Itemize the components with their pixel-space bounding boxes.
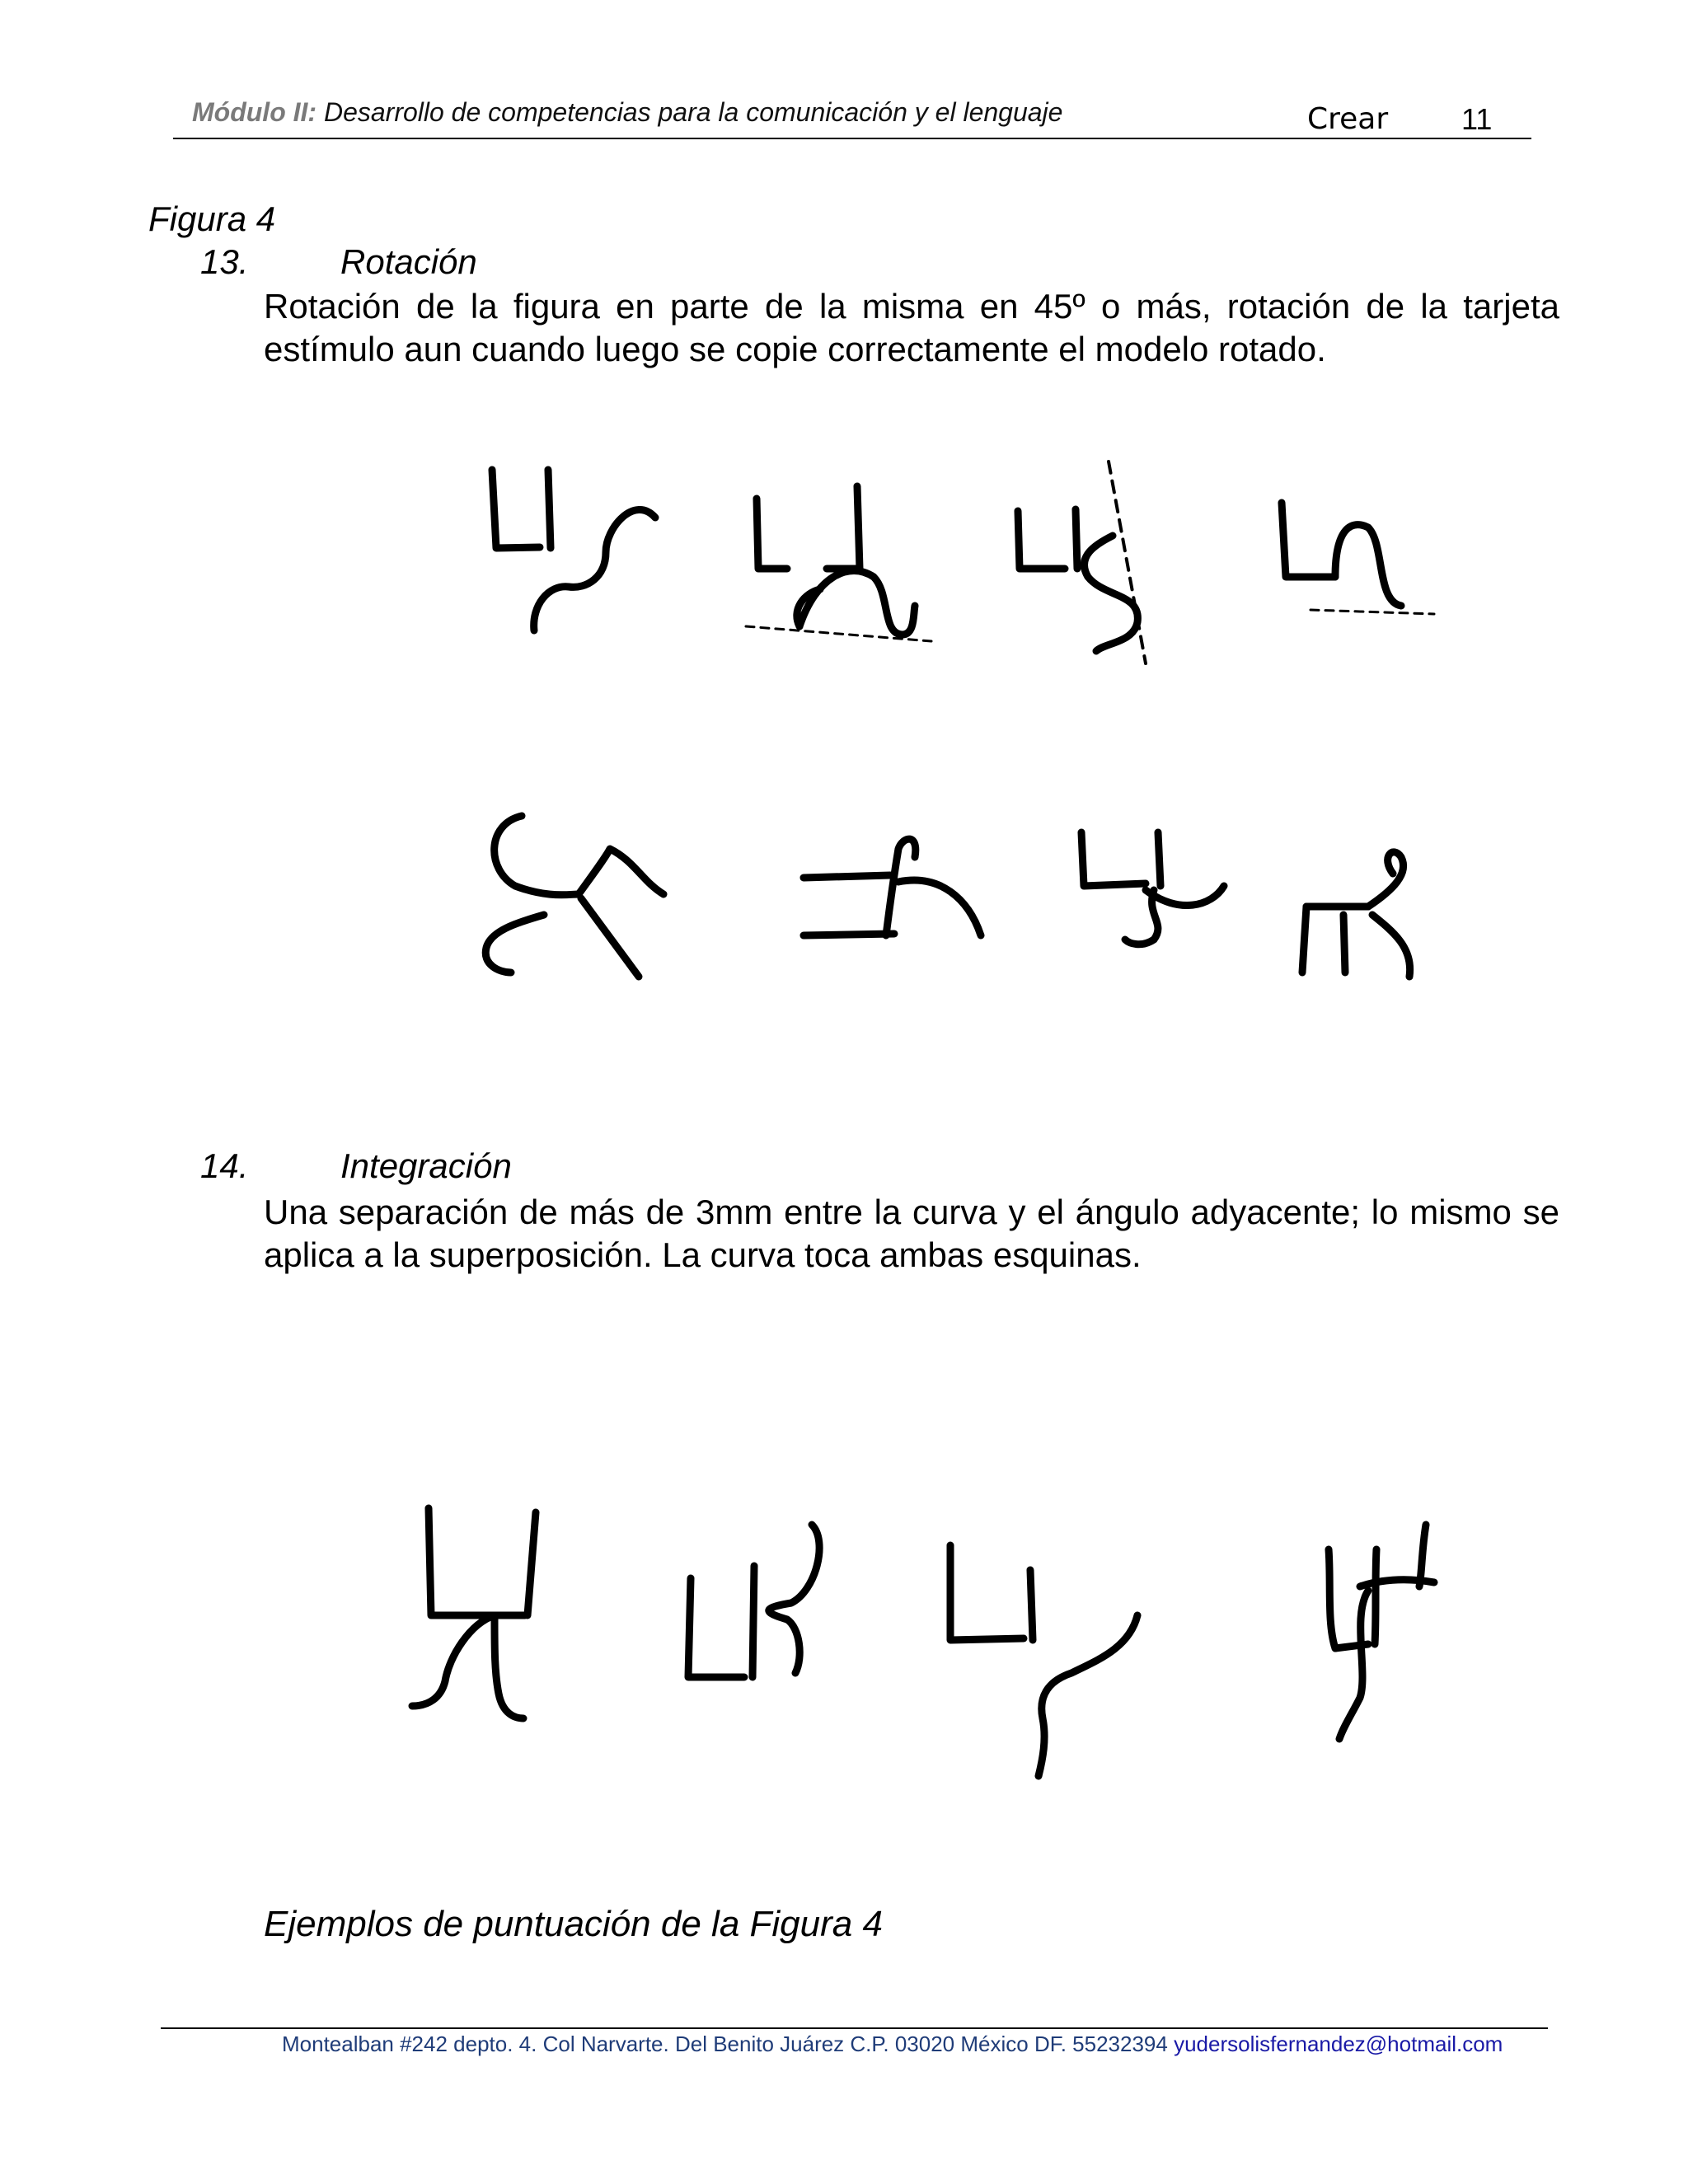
item-14-description: Una separación de más de 3mm entre la curva y el ángulo adyacente; lo mismo se aplica a la superposición. La curva toca ambas esquinas. bbox=[264, 1193, 1559, 1274]
module-label: Módulo II: bbox=[192, 97, 317, 127]
footer-address: Montealban #242 depto. 4. Col Narvarte. Del Benito Juárez C.P. 03020 México DF. 55232394 bbox=[282, 2032, 1168, 2056]
module-subtitle: Desarrollo de competencias para la comunicación y el lenguaje bbox=[323, 97, 1063, 127]
integration-examples-drawing bbox=[412, 1508, 1434, 1776]
rotation-example-row-2 bbox=[485, 816, 1409, 977]
rotation-example-row-1 bbox=[492, 462, 1434, 663]
footer-email-link[interactable]: yudersolisfernandez@hotmail.com bbox=[1174, 2032, 1503, 2056]
item-14-title: Integración bbox=[340, 1146, 512, 1185]
item-13-description: Rotación de la figura en parte de la misma en 45º o más, rotación de la tarjeta estímulo aun cuando luego se copie correctamente el modelo rotado. bbox=[264, 287, 1559, 368]
item-14-number: 14. bbox=[200, 1146, 249, 1185]
section-label: Crear bbox=[1307, 102, 1389, 136]
page-number: 11 bbox=[1461, 102, 1493, 136]
footer bbox=[282, 2032, 1503, 2057]
figure-label: Figura 4 bbox=[148, 199, 276, 238]
footer-divider bbox=[161, 2027, 1548, 2029]
figure-caption: Ejemplos de puntuación de la Figura 4 bbox=[264, 1904, 883, 1944]
item-13-title: Rotación bbox=[340, 242, 477, 281]
item-13-number: 13. bbox=[200, 242, 249, 281]
